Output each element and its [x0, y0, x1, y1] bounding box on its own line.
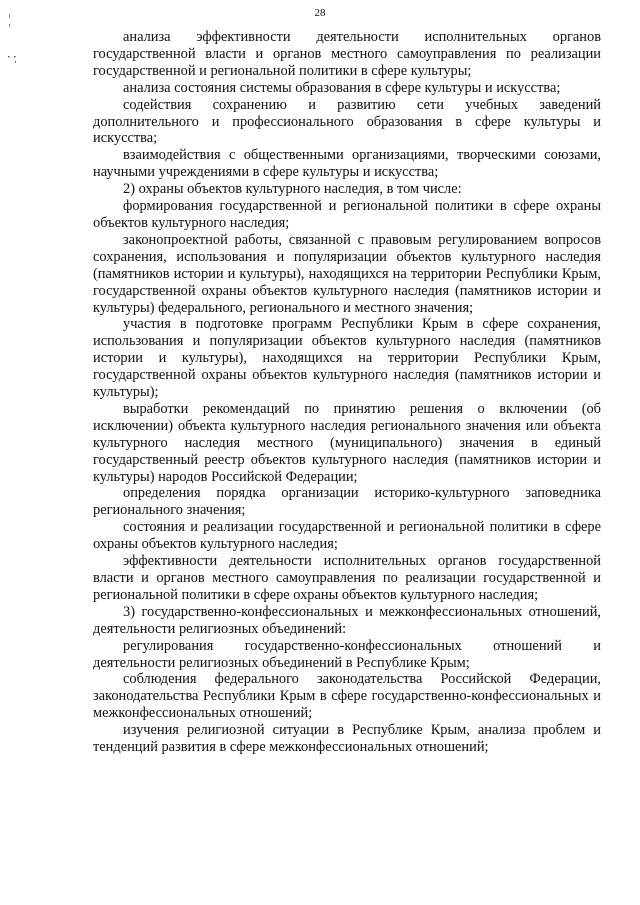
paragraph-registry-recommendations: выработки рекомендаций по принятию решения о включении (об исключении) объекта культурного наследия регионального значения или объекта культурного наследия местного (муниципального) значения в единый государственный реестр объектов культурного наследия (памятников истории и культуры) народов Российской Федерации;	[93, 400, 601, 485]
paragraph-section-2-heading: 2) охраны объектов культурного наследия, в том числе:	[123, 181, 462, 198]
scan-artifact-marks	[6, 14, 20, 74]
paragraph-heritage-effectiveness: эффективности деятельности исполнительных органов государственной власти и органов местного самоуправления по реализации государственной и региональной политики в сфере охраны объектов культурного наследия;	[93, 553, 601, 603]
paragraph-analysis-effectiveness: анализа эффективности деятельности исполнительных органов государственной власти и органов местного самоуправления по реализации государственной и региональной политики в сфере культуры;	[93, 29, 601, 79]
paragraph-schools-network: содействия сохранению и развитию сети учебных заведений дополнительного и профессионального образования в сфере культуры и искусства;	[93, 96, 601, 147]
paragraph-reserve-organization: определения порядка организации историко-культурного заповедника регионального значения;	[93, 485, 601, 519]
paragraph-religious-regulation: регулирования государственно-конфессиональных отношений и деятельности религиозных объединений в Республике Крым;	[93, 637, 601, 671]
document-body	[93, 29, 601, 756]
paragraph-legislative-work: законопроектной работы, связанной с правовым регулированием вопросов сохранения, использования и популяризации объектов культурного наследия (памятников истории и культуры), находящихся на территории Республики Крым, государственной охраны объектов культурного наследия (памятников истории и культуры) федерального, регионального и местного значения;	[93, 231, 601, 316]
paragraph-public-organizations: взаимодействия с общественными организациями, творческими союзами, научными учреждениями в сфере культуры и искусства;	[93, 147, 601, 181]
paragraph-section-3-heading: 3) государственно-конфессиональных и межконфессиональных отношений, деятельности религиозных объединений:	[93, 603, 601, 637]
paragraph-heritage-policy: формирования государственной и региональной политики в сфере охраны объектов культурного наследия;	[93, 198, 601, 231]
paragraph-religious-situation: изучения религиозной ситуации в Республике Крым, анализа проблем и тенденций развития в сфере межконфессиональных отношений;	[93, 722, 601, 756]
page-number: 28	[314, 7, 326, 19]
paragraph-education-system: анализа состояния системы образования в сфере культуры и искусства;	[123, 79, 561, 96]
paragraph-program-participation: участия в подготовке программ Республики Крым в сфере сохранения, использования и популяризации объектов культурного наследия (памятников истории и культуры), находящихся на территории Республики Крым, государственной охраны объектов культурного наследия (памятников истории и культуры);	[93, 316, 601, 401]
paragraph-legislation-compliance: соблюдения федерального законодательства Российской Федерации, законодательства Республики Крым в сфере государственно-конфессиональных и межконфессиональных отношений;	[93, 671, 601, 722]
paragraph-heritage-policy-state: состояния и реализации государственной и региональной политики в сфере охраны объектов культурного наследия;	[93, 519, 601, 553]
